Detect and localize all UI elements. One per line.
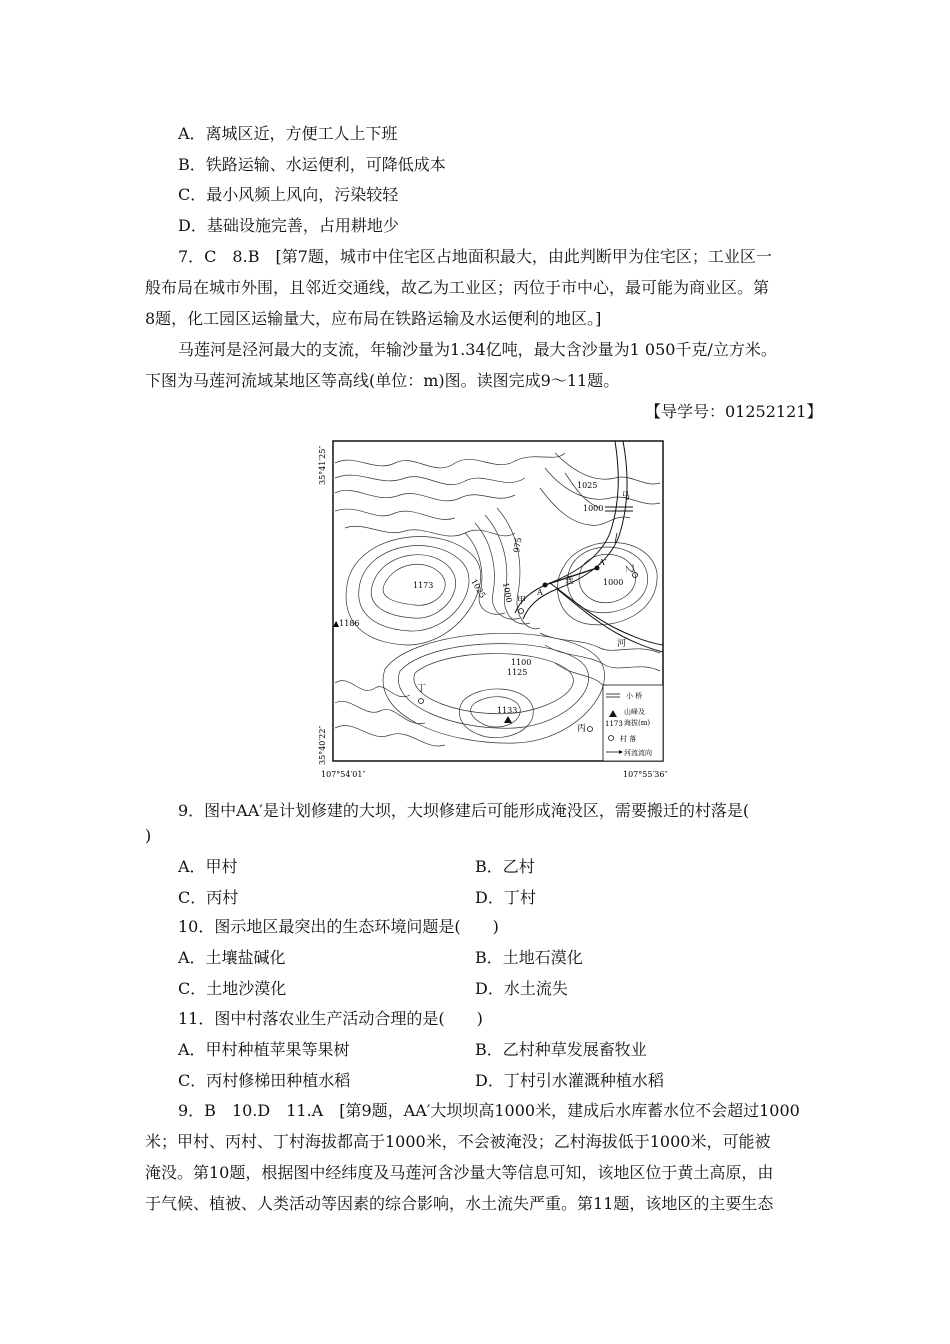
answer-7-8-line1: 7．C 8.B [第7题，城市中住宅区占地面积最大，由此判断甲为住宅区；工业区一 <box>178 247 772 266</box>
q9-stem-line2: ) <box>145 826 152 845</box>
village-bing: 丙 <box>577 724 587 734</box>
label-1000-mid: 1000 <box>501 581 514 604</box>
legend-village: 村 落 <box>620 735 637 743</box>
peak-1186: ▲1186 <box>333 619 360 628</box>
label-975: 975 <box>512 536 524 554</box>
map-legend <box>603 685 663 761</box>
q10-option-c: C．土地沙漠化 <box>178 979 287 998</box>
label-1100: 1100 <box>511 658 532 667</box>
q11-stem: 11．图中村落农业生产活动合理的是( ) <box>178 1009 483 1028</box>
label-1025: 1025 <box>577 481 598 490</box>
answer-9-11-line4: 于气候、植被、人类活动等因素的综合影响，水土流失严重。第11题，该地区的主要生态 <box>145 1194 774 1213</box>
lon-left-label: 107°54′01″ <box>321 770 366 779</box>
lat-bottom-label: 35°40′22″ <box>318 725 327 765</box>
option-d: D．基础设施完善，占用耕地少 <box>178 216 399 235</box>
q9-option-a: A．甲村 <box>178 857 238 876</box>
q11-option-c: C．丙村修梯田种植水稻 <box>178 1071 351 1090</box>
legend-peak1: 山峰及 <box>624 708 645 716</box>
option-a: A．离城区近，方便工人上下班 <box>178 124 398 143</box>
lon-right-label: 107°55′36″ <box>623 770 668 779</box>
contour-map <box>315 433 675 788</box>
q10-option-a: A．土壤盐碱化 <box>178 948 286 967</box>
point-a-label: A <box>537 588 543 597</box>
passage-line1: 马莲河是泾河最大的支流，年输沙量为1.34亿吨，最大含沙量为1 050千克/立方米。 <box>178 340 777 359</box>
label-1000-top: 1000 <box>583 504 604 513</box>
q10-stem: 10．图示地区最突出的生态环境问题是( ) <box>178 917 499 936</box>
option-c: C．最小风频上风向，污染较轻 <box>178 185 399 204</box>
q11-option-d: D．丁村引水灌溉种植水稻 <box>475 1071 664 1090</box>
legend-flow: 河流流向 <box>624 749 652 757</box>
q10-option-b: B．土地石漠化 <box>475 948 583 967</box>
legend-bridge: 小 桥 <box>626 692 643 700</box>
q9-option-b: B．乙村 <box>475 857 535 876</box>
village-ding: 丁 <box>417 684 427 694</box>
option-b: B．铁路运输、水运便利，可降低成本 <box>178 155 446 174</box>
river-he: 河 <box>617 639 627 649</box>
lat-top-label: 35°41′25″ <box>318 445 327 485</box>
answer-7-8-line3: 8题，化工园区运输量大，应布局在铁路运输及水运便利的地区。] <box>145 309 602 328</box>
guide-number: 【导学号：01252121】 <box>645 402 823 421</box>
label-1000-right: 1000 <box>603 578 624 587</box>
q9-option-c: C．丙村 <box>178 888 239 907</box>
river-ma: 马 <box>621 492 631 502</box>
river-lian: 莲 <box>565 576 575 586</box>
q9-stem-line1: 9．图中AA′是计划修建的大坝，大坝修建后可能形成淹没区，需要搬迁的村落是( <box>178 801 750 820</box>
legend-peak-val: 1173 <box>605 720 623 728</box>
q11-option-a: A．甲村种植苹果等果树 <box>178 1040 350 1059</box>
village-yi: 乙 <box>626 563 636 573</box>
label-1125: 1125 <box>507 668 528 677</box>
answer-9-11-line1: 9．B 10.D 11.A [第9题，AA′大坝坝高1000米，建成后水库蓄水位不会超过1000 <box>178 1101 800 1120</box>
answer-7-8-line2: 般布局在城市外围，且邻近交通线，故乙为工业区；丙位于市中心，最可能为商业区。第 <box>145 278 770 297</box>
answer-9-11-line2: 米；甲村、丙村、丁村海拔都高于1000米，不会被淹没；乙村海拔低于1000米，可能被 <box>145 1132 771 1151</box>
label-1025-mid: 1025 <box>469 577 488 600</box>
label-1173: 1173 <box>413 581 434 590</box>
point-a-dot <box>543 583 548 588</box>
passage-line2: 下图为马莲河流域某地区等高线(单位：m)图。读图完成9～11题。 <box>145 371 620 390</box>
point-a2-label: A′ <box>599 558 607 567</box>
legend-peak2: 海拔(m) <box>624 719 651 727</box>
peak-1133-label: 1133 <box>497 706 518 715</box>
q9-option-d: D．丁村 <box>475 888 536 907</box>
q11-option-b: B．乙村种草发展畜牧业 <box>475 1040 647 1059</box>
village-jia: 甲 <box>517 596 527 606</box>
q10-option-d: D．水土流失 <box>475 979 568 998</box>
answer-9-11-line3: 淹没。第10题，根据图中经纬度及马莲河含沙量大等信息可知，该地区位于黄土高原，由 <box>145 1163 774 1182</box>
